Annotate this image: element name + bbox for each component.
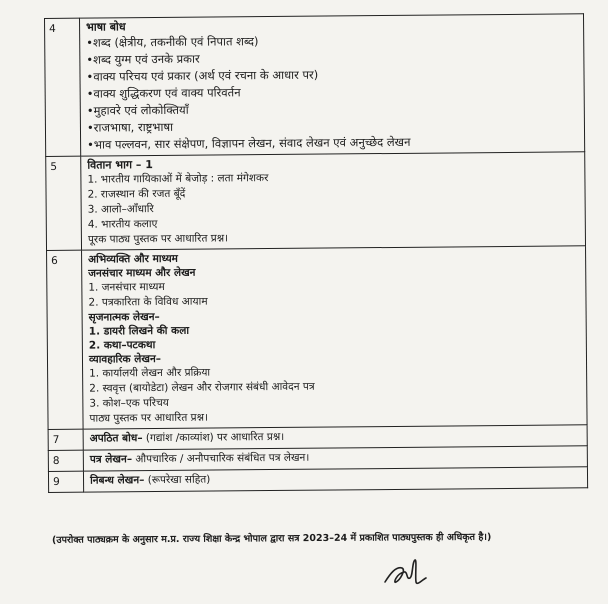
- row-text: औपचारिक / अनौपचारिक संबंधित पत्र लेखन।: [132, 451, 310, 466]
- list-item: •शब्द युग्म एवं उनके प्रकार: [86, 51, 200, 67]
- list-item: •भाव पल्लवन, सार संक्षेपण, विज्ञापन लेखन, संवाद लेखन एवं अनुच्छेद लेखन: [87, 134, 411, 152]
- list-item: 1. कार्यालयी लेखन और प्रक्रिया: [89, 366, 211, 380]
- footnote: (उपरोक्त पाठ्यक्रम के अनुसार म.प्र. राज्य शिक्षा केन्द्र भोपाल द्वारा सत्र 2023–24 में प्रकाशित पाठ्यपुस्तक ही अधिकृत है।): [51, 531, 492, 546]
- sub-heading: व्यावहारिक लेखन–: [88, 352, 162, 366]
- sub-heading: सृजनात्मक लेखन–: [88, 311, 160, 324]
- row-number: 8: [48, 450, 83, 471]
- list-item: •वाक्य शुद्धिकरण एवं वाक्य परिवर्तन: [86, 85, 241, 101]
- row-content: [83, 467, 587, 492]
- table-row: [46, 152, 586, 251]
- row-number: 5: [46, 156, 82, 250]
- syllabus-table: [44, 13, 588, 493]
- list-item: पाठ्य पुस्तक पर आधारित प्रश्न।: [89, 411, 209, 425]
- list-item: 3. आलो–आँधारि: [87, 203, 154, 216]
- table-row: [45, 14, 585, 157]
- list-item: •मुहावरे एवं लोकोक्तियाँ: [86, 102, 189, 118]
- row-number: 7: [48, 429, 83, 450]
- list-item: 2. राजस्थान की रजत बूँदें: [87, 187, 186, 201]
- signature-icon: [382, 556, 428, 590]
- row-text: (गद्यांश /काव्यांश) पर आधारित प्रश्न।: [142, 430, 285, 445]
- row-text: (रूपरेखा सहित): [144, 473, 211, 487]
- row-number: 6: [47, 250, 84, 429]
- row-label: अपठित बोध–: [89, 432, 143, 445]
- list-item: 2. स्ववृत्त (बायोडेटा) लेखन और रोजगार संबंधी आवेदन पत्र: [89, 380, 315, 395]
- row-label: पत्र लेखन–: [89, 453, 133, 466]
- row-content: [80, 14, 585, 156]
- table-row: [47, 246, 588, 430]
- list-item: 3. कोश–एक परिचय: [89, 396, 169, 410]
- section-heading: वितान भाग – 1: [87, 158, 153, 172]
- list-item: 4. भारतीय कलाए: [87, 218, 158, 231]
- list-item: 2. कथा–पटकथा: [88, 339, 156, 352]
- list-item: 1. डायरी लिखने की कला: [88, 324, 190, 338]
- list-item: •शब्द (क्षेत्रीय, तकनीकी एवं निपात शब्द): [86, 34, 259, 50]
- row-number: 4: [45, 18, 81, 156]
- section-heading: भाषा बोध: [86, 20, 126, 34]
- table-row: [48, 467, 587, 493]
- section-heading: अभिव्यक्ति और माध्यम: [88, 252, 178, 266]
- row-content: [82, 246, 588, 429]
- list-item: पूरक पाठ्य पुस्तक पर आधारित प्रश्न।: [87, 232, 229, 246]
- list-item: 1. जनसंचार माध्यम: [88, 280, 165, 294]
- row-content: [81, 152, 586, 250]
- list-item: •राजभाषा, राष्ट्रभाषा: [86, 119, 174, 135]
- row-number: 9: [48, 471, 83, 492]
- sub-heading: जनसंचार माध्यम और लेखन: [88, 266, 196, 280]
- list-item: 1. भारतीय गायिकाओं में बेजोड़ : लता मंगेशकर: [87, 172, 269, 186]
- row-label: निबन्ध लेखन–: [89, 474, 145, 487]
- list-item: •वाक्य परिचय एवं प्रकार (अर्थ एवं रचना के आधार पर): [86, 67, 319, 84]
- list-item: 2. पत्रकारिता के विविध आयाम: [88, 295, 208, 309]
